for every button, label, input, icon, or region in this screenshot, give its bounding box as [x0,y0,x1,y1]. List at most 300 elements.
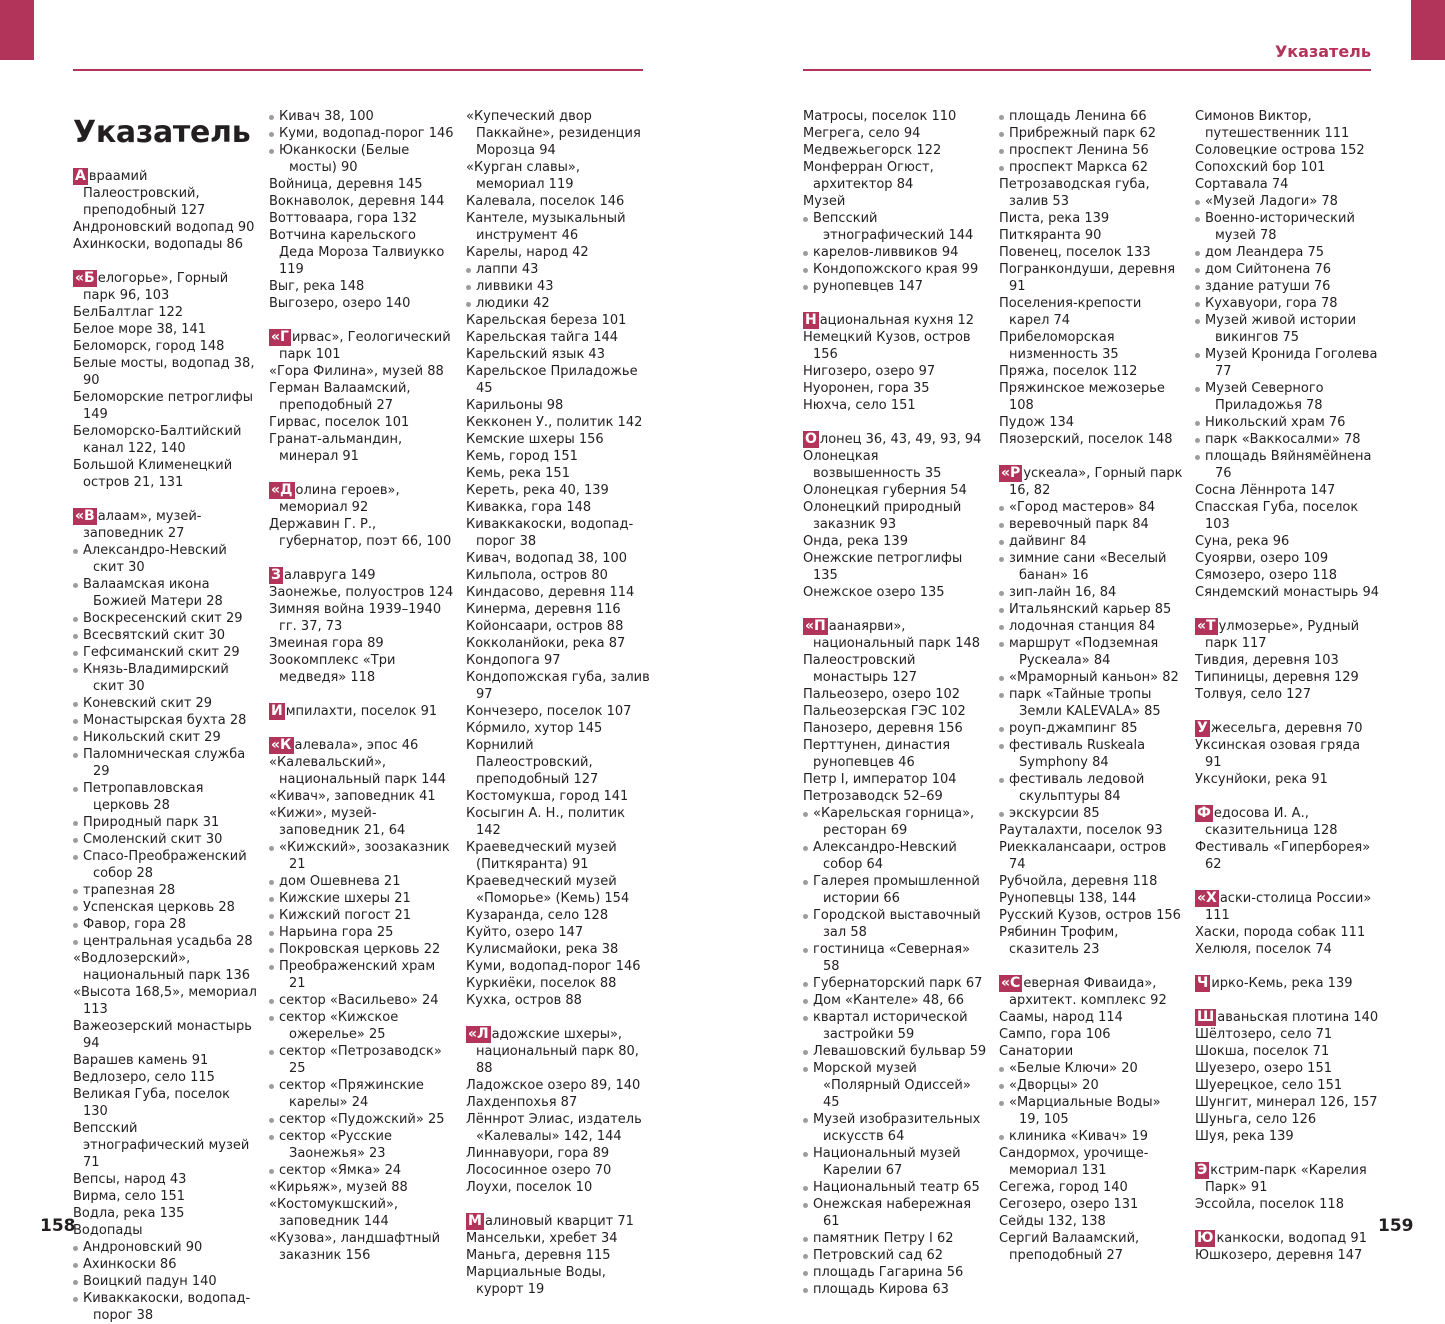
index-subentry [1195,346,1380,380]
index-subentry [73,831,258,848]
index-entry [466,1145,651,1162]
index-column-6 [1195,108,1380,1264]
entry-text: улмозерье», Рудный парк 117 [1205,619,1360,651]
entry-text: сектор «Петрозаводск» 25 [279,1044,442,1076]
index-entry [999,822,1184,839]
entry-text: олина героев», мемориал 92 [279,483,400,515]
index-subentry [73,933,258,950]
index-subentry [73,644,258,661]
entry-text: Кондопожского края 99 [813,262,979,277]
entry-text: Киваккакоски, водопад-порог 38 [83,1291,251,1323]
entry-text: центральная усадьба 28 [83,934,253,949]
index-entry [999,907,1184,924]
entry-text: Толвуя, село 127 [1195,687,1311,702]
entry-text: аваньская плотина 140 [1217,1010,1379,1025]
index-entry [466,1213,651,1230]
entry-text: кстрим-парк «Карелия Парк» 91 [1205,1163,1367,1195]
entry-text: Выгозеро, озеро 140 [269,296,411,311]
entry-text: жесельга, деревня 70 [1210,721,1363,736]
entry-text: дайвинг 84 [1009,534,1087,549]
index-entry [999,1213,1184,1230]
entry-text: Калевала, поселок 146 [466,194,625,209]
entry-text: памятник Петру I 62 [813,1231,954,1246]
entry-text: Киваккакоски, водопад-порог 38 [466,517,634,549]
entry-text: Покровская церковь 22 [279,942,441,957]
index-subentry [803,992,988,1009]
index-subentry [999,1060,1184,1077]
index-entry [999,975,1184,1009]
index-entry [269,431,454,465]
index-entry [269,567,454,584]
entry-text: Рунопевцы 138, 144 [999,891,1137,906]
entry-text: ирко-Кемь, река 139 [1211,976,1353,991]
letter-marker: «Х [1197,890,1217,906]
index-entry [999,431,1184,448]
entry-text: Шуя, река 139 [1195,1129,1294,1144]
index-subentry [73,1273,258,1290]
entry-text: Змеиная гора 89 [269,636,384,651]
index-entry [466,669,651,703]
entry-text: «Кузова», ландшафтный заказник 156 [269,1231,441,1263]
index-entry [466,363,651,397]
entry-text: Сандормох, урочище-мемориал 131 [999,1146,1149,1178]
entry-text: Всесвятский скит 30 [83,628,225,643]
index-entry [466,652,651,669]
letter-marker: Н [805,312,817,328]
index-entry [269,329,454,363]
index-entry [269,635,454,652]
index-entry [466,635,651,652]
index-entry [1195,1043,1380,1060]
index-entry [466,244,651,261]
letter-group-gap [1195,992,1380,1009]
entry-text: Кивач, водопад 38, 100 [466,551,628,566]
index-entry [803,312,988,329]
entry-text: Мегрега, село 94 [803,126,921,141]
entry-text: Линнавуори, гора 89 [466,1146,610,1161]
entry-text: Кижские шхеры 21 [279,891,411,906]
index-entry [803,788,988,805]
index-entry [269,1179,454,1196]
index-entry [803,618,988,652]
entry-text: Национальный театр 65 [813,1180,980,1195]
entry-text: Куми, водопад-порог 146 [466,959,641,974]
index-entry [1195,1247,1380,1264]
entry-text: Войница, деревня 145 [269,177,423,192]
index-subentry [73,916,258,933]
entry-text: БелБалтлаг 122 [73,305,184,320]
entry-text: Петрозаводская губа, залив 53 [999,177,1150,209]
index-entry [269,737,454,754]
index-entry [269,380,454,414]
entry-text: Кухка, остров 88 [466,993,582,1008]
letter-group-gap [466,1196,651,1213]
entry-text: Выг, река 148 [269,279,365,294]
entry-text: Кόрмило, хутор 145 [466,721,603,736]
index-subentry [999,125,1184,142]
entry-text: Державин Г. Р., губернатор, поэт 66, 100 [269,517,452,549]
letter-marker: «К [271,737,292,753]
entry-text: Рубчойла, деревня 118 [999,874,1158,889]
entry-text: проспект Ленина 56 [1009,143,1149,158]
index-entry [269,516,454,550]
entry-text: дом Сийтонена 76 [1205,262,1332,277]
entry-text: Карелы, народ 42 [466,245,589,260]
letter-marker: «Р [1001,465,1021,481]
index-subentry [803,975,988,992]
index-subentry [803,941,988,975]
index-subentry [269,907,454,924]
entry-text: «Город мастеров» 84 [1009,500,1156,515]
index-entry [999,244,1184,261]
entry-text: Медвежьегорск 122 [803,143,942,158]
entry-text: Марциальные Воды, курорт 19 [466,1265,606,1297]
letter-marker: «Т [1197,618,1216,634]
index-entry [1195,618,1380,652]
letter-marker: Э [1197,1162,1208,1178]
entry-text: Нигозеро, озеро 97 [803,364,936,379]
entry-text: Сяндемский монастырь 94 [1195,585,1380,600]
index-entry [999,295,1184,329]
entry-text: зимние сани «Веселый банан» 16 [1009,551,1167,583]
entry-text: Зоокомплекс «Три медведя» 118 [269,653,396,685]
entry-text: Музей изобразительных искусств 64 [813,1112,981,1144]
entry-text: Губернаторский парк 67 [813,976,983,991]
entry-text: Смоленский скит 30 [83,832,223,847]
index-entry [803,380,988,397]
index-subentry [803,805,988,839]
entry-text: Повенец, поселок 133 [999,245,1151,260]
index-entry [466,1077,651,1094]
entry-text: Монастырская бухта 28 [83,713,247,728]
index-entry [1195,1128,1380,1145]
index-entry [466,346,651,363]
index-entry [1195,975,1380,992]
index-subentry [269,924,454,941]
index-entry [466,567,651,584]
entry-text: Сегозеро, озеро 131 [999,1197,1139,1212]
entry-text: алевала», эпос 46 [294,738,419,753]
entry-text: Тивдия, деревня 103 [1195,653,1339,668]
index-subentry [269,890,454,907]
index-entry [1195,941,1380,958]
entry-text: Кинерма, деревня 116 [466,602,621,617]
index-entry [1195,499,1380,533]
letter-group-gap [1195,873,1380,890]
entry-text: Левашовский бульвар 59 [813,1044,987,1059]
entry-text: Уксинская озовая гряда 91 [1195,738,1361,770]
index-subentry [999,533,1184,550]
entry-text: Герман Валаамский, преподобный 27 [269,381,411,413]
header-rule-right [803,69,1371,71]
index-entry [999,839,1184,873]
entry-text: Национальный музей Карелии 67 [813,1146,961,1178]
index-subentry [73,814,258,831]
entry-text: лодочная станция 84 [1009,619,1156,634]
index-entry [466,414,651,431]
index-entry [73,1171,258,1188]
entry-text: Кемские шхеры 156 [466,432,604,447]
index-entry [999,329,1184,363]
index-entry [466,584,651,601]
entry-text: Гирвас, поселок 101 [269,415,410,430]
index-subentry [1195,295,1380,312]
index-entry [1195,771,1380,788]
entry-text: Карильоны 98 [466,398,564,413]
index-subentry [269,1128,454,1162]
entry-text: Спасо-Преображенский собор 28 [83,849,247,881]
entry-text: Нюхча, село 151 [803,398,916,413]
index-entry [1195,533,1380,550]
index-subentry [269,873,454,890]
index-entry [803,499,988,533]
letter-marker: А [75,168,86,184]
index-entry [466,108,651,159]
letter-group-gap [269,550,454,567]
index-entry [73,304,258,321]
index-subentry [269,992,454,1009]
index-entry [269,754,454,788]
entry-text: Петровский сад 62 [813,1248,944,1263]
index-entry [466,788,651,805]
index-entry [803,533,988,550]
index-subentry [999,618,1184,635]
entry-text: Ахинкоски, водопады 86 [73,237,244,252]
index-entry [999,363,1184,380]
entry-text: Сампо, гора 106 [999,1027,1111,1042]
index-entry [999,380,1184,414]
entry-text: Суна, река 96 [1195,534,1290,549]
entry-text: Онежская набережная 61 [813,1197,972,1229]
letter-group-gap [803,414,988,431]
entry-text: Великая Губа, поселок 130 [73,1087,231,1119]
index-subentry [803,210,988,244]
entry-text: парк «Ваккосалми» 78 [1205,432,1361,447]
index-entry [999,465,1184,499]
entry-text: Олонецкий природный заказник 93 [803,500,962,532]
index-subentry [73,1290,258,1324]
index-entry [466,703,651,720]
entry-text: здание ратуши 76 [1205,279,1331,294]
entry-text: лаппи 43 [476,262,539,277]
entry-text: алаам», музей-заповедник 27 [83,509,202,541]
entry-text: Сортавала 74 [1195,177,1289,192]
index-entry [466,737,651,788]
entry-text: Гранат-альмандин, минерал 91 [269,432,403,464]
entry-text: Сямозеро, озеро 118 [1195,568,1338,583]
entry-text: Монферран Огюст, архитектор 84 [803,160,934,192]
index-subentry [1195,380,1380,414]
entry-text: сектор «Ямка» 24 [279,1163,402,1178]
index-entry [73,321,258,338]
entry-text: Водла, река 135 [73,1206,185,1221]
entry-text: «Курган славы», мемориал 119 [466,160,580,192]
entry-text: дом Леандера 75 [1205,245,1324,260]
entry-text: Музей живой истории викингов 75 [1205,313,1357,345]
entry-text: Пяозерский, поселок 148 [999,432,1173,447]
entry-text: «Кижи», музей-заповедник 21, 64 [269,806,406,838]
index-subentry [803,1145,988,1179]
entry-text: Военно-исторический музей 78 [1205,211,1355,243]
entry-text: Уксунйоки, река 91 [1195,772,1328,787]
entry-text: Городской выставочный зал 58 [813,908,981,940]
index-entry [999,1026,1184,1043]
index-subentry [269,125,454,142]
index-entry [1195,159,1380,176]
entry-text: «Костомукшский», заповедник 144 [269,1197,399,1229]
index-entry [466,193,651,210]
entry-text: ливвики 43 [476,279,554,294]
entry-text: Александро-Невский скит 30 [83,543,227,575]
entry-text: Олонецкая губерния 54 [803,483,967,498]
index-subentry [803,1111,988,1145]
index-subentry [73,542,258,576]
entry-text: Коневский скит 29 [83,696,213,711]
entry-text: Петрозаводск 52–69 [803,789,943,804]
entry-text: Беломорско-Балтийский канал 122, 140 [73,424,242,456]
index-subentry [269,1043,454,1077]
index-entry [269,1230,454,1264]
index-entry [1195,1009,1380,1026]
entry-text: Краеведческий музей «Поморье» (Кемь) 154 [466,874,630,906]
index-subentry [1195,431,1380,448]
entry-text: рунопевцев 147 [813,279,924,294]
entry-text: трапезная 28 [83,883,176,898]
entry-text: Пальеозерская ГЭС 102 [803,704,966,719]
index-entry [466,397,651,414]
entry-text: Русский Кузов, остров 156 [999,908,1181,923]
entry-text: парк «Тайные тропы Земли KALEVALA» 85 [1009,687,1161,719]
entry-text: Андроновский 90 [83,1240,203,1255]
letter-marker: У [1197,720,1208,736]
entry-text: Кулисмайоки, река 38 [466,942,619,957]
index-entry [1195,108,1380,142]
entry-text: Ахинкоски 86 [83,1257,177,1272]
entry-text: Койонсаари, остров 88 [466,619,624,634]
entry-text: Кузаранда, село 128 [466,908,609,923]
entry-text: Питкяранта 90 [999,228,1102,243]
index-entry [1195,652,1380,669]
entry-text: Сосна Лённрота 147 [1195,483,1336,498]
letter-group-gap [269,312,454,329]
entry-text: Перттунен, династия рунопевцев 46 [803,738,951,770]
index-subentry [999,737,1184,771]
index-column-5 [999,108,1184,1264]
index-subentry [803,873,988,907]
index-entry [466,1111,651,1145]
entry-text: Фавор, гора 28 [83,917,186,932]
entry-text: площадь Ленина 66 [1009,109,1147,124]
entry-text: алиновый кварцит 71 [484,1214,634,1229]
index-entry [803,737,988,771]
entry-text: Пряжинское межозерье 108 [999,381,1165,413]
index-subentry [999,550,1184,584]
entry-text: «Гора Филина», музей 88 [269,364,444,379]
entry-text: Сейды 132, 138 [999,1214,1106,1229]
entry-text: Воскресенский скит 29 [83,611,243,626]
page-number-right: 159 [1378,1216,1414,1236]
index-entry [803,363,988,380]
index-entry [803,550,988,584]
letter-marker: Ш [1197,1009,1215,1025]
entry-text: маршрут «Подземная Рускеала» 84 [1009,636,1159,668]
letter-marker: «Д [271,482,293,498]
entry-text: Онежские петроглифы 135 [803,551,963,583]
index-entry [803,193,988,210]
index-subentry [999,720,1184,737]
entry-text: сектор «Кижское ожерелье» 25 [279,1010,399,1042]
index-subentry [1195,193,1380,210]
index-entry [269,227,454,278]
entry-text: Кемь, город 151 [466,449,578,464]
index-entry [466,941,651,958]
entry-text: Онда, река 139 [803,534,908,549]
index-entry [803,771,988,788]
index-entry [803,108,988,125]
entry-text: зип-лайн 16, 84 [1009,585,1117,600]
index-entry [269,788,454,805]
index-entry [466,159,651,193]
index-entry [999,1009,1184,1026]
index-subentry [803,1196,988,1230]
entry-text: Маньга, деревня 115 [466,1248,611,1263]
index-subentry [466,261,651,278]
index-entry [73,389,258,423]
entry-text: Сопохский бор 101 [1195,160,1326,175]
entry-text: Писта, река 139 [999,211,1110,226]
letter-group-gap [73,491,258,508]
entry-text: Краеведческий музей (Питкяранта) 91 [466,840,617,872]
index-entry [73,423,258,457]
letter-marker: М [468,1213,482,1229]
entry-text: Никольский храм 76 [1205,415,1346,430]
index-entry [269,278,454,295]
entry-text: Воицкий падун 140 [83,1274,217,1289]
entry-text: Матросы, поселок 110 [803,109,957,124]
index-subentry [269,839,454,873]
index-subentry [999,584,1184,601]
entry-text: Типиницы, деревня 129 [1195,670,1359,685]
entry-text: людики 42 [476,296,550,311]
entry-text: Дом «Кантеле» 48, 66 [813,993,965,1008]
entry-text: Заонежье, полуостров 124 [269,585,454,600]
index-entry [803,703,988,720]
index-subentry [1195,448,1380,482]
entry-text: Кильпола, остров 80 [466,568,608,583]
letter-group-gap [73,253,258,270]
index-subentry [466,295,651,312]
letter-group-gap [1195,958,1380,975]
index-entry [1195,669,1380,686]
entry-text: Косыгин А. Н., политик 142 [466,806,625,838]
entry-text: фестиваль Ruskeala Symphony 84 [1009,738,1146,770]
entry-text: Куркиёки, поселок 88 [466,976,617,991]
index-entry [999,873,1184,890]
index-entry [803,142,988,159]
entry-text: Куми, водопад-порог 146 [279,126,454,141]
entry-text: Карельская береза 101 [466,313,627,328]
letter-marker: «Б [75,270,95,286]
index-entry [73,950,258,984]
index-entry [466,1162,651,1179]
entry-text: Хаски, порода собак 111 [1195,925,1366,940]
letter-group-gap [1195,703,1380,720]
entry-text: Варашев камень 91 [73,1053,209,1068]
index-entry [466,1247,651,1264]
entry-text: проспект Маркса 62 [1009,160,1148,175]
index-subentry [1195,210,1380,244]
entry-text: елогорье», Горный парк 96, 103 [83,271,229,303]
